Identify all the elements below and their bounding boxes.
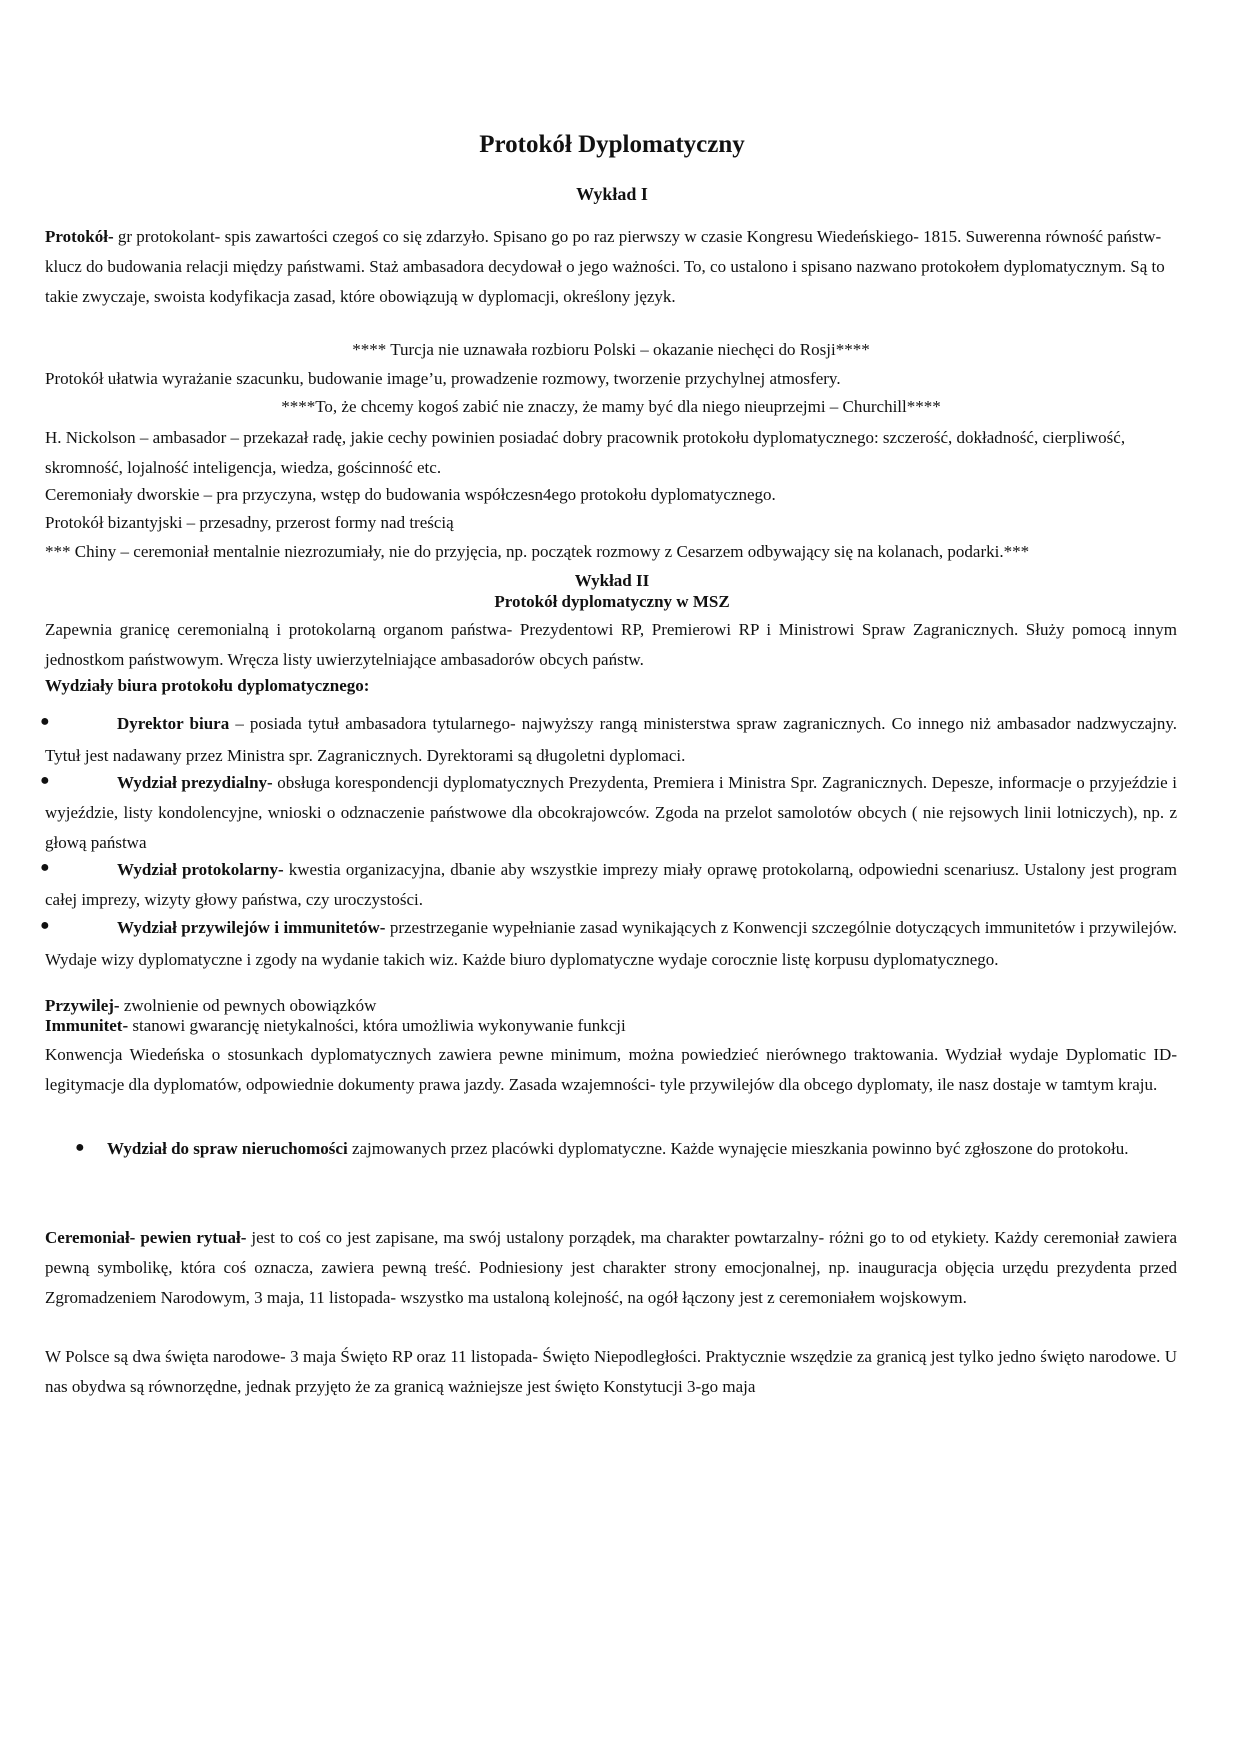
department-privileges-immunities: Wydział przywilejów i immunitetów- przestrzeganie wypełnianie zasad wynikających z Konwencji szczególnie dotyczących immunitetów i przywilejów. Wydaje wizy dyplomatyczne i zgody na wydanie takich wiz. Każde biuro dyplomatyczne wydaje corocznie listę korpusu dyplomatycznego. [45, 918, 1178, 969]
bullet-icon: ● [40, 859, 50, 876]
note-turkey: **** Turcja nie uznawała rozbioru Polski – okazanie niechęci do Rosji**** [352, 340, 870, 359]
paragraph-protocol-facilitates: Protokół ułatwia wyrażanie szacunku, budowanie image’u, prowadzenie rozmowy, tworzenie przychylnej atmosfery. [45, 369, 841, 388]
paragraph-nickolson: H. Nickolson – ambasador – przekazał radę, jakie cechy powinien posiadać dobry pracownik protokołu dyplomatycznego: szczerość, dokładność, cierpliwość, skromność, lojalność inteligencja, wiedza, gościnność etc. [45, 428, 1126, 477]
page-title: Protokół Dyplomatyczny [479, 131, 745, 158]
bullet-icon: ● [40, 772, 50, 789]
term-protocol: Protokół- [45, 227, 114, 246]
definition-privilege: Przywilej- zwolnienie od pewnych obowiązków [45, 996, 377, 1015]
bullet-icon: ● [40, 713, 50, 730]
departments-heading: Wydziały biura protokołu dyplomatycznego: [45, 676, 370, 695]
department-presidial: Wydział prezydialny- obsługa korespondencji dyplomatycznych Prezydenta, Premiera i Ministra Spr. Zagranicznych. Depesze, informacje o przyjeździe i wyjeździe, listy kondolencyjne, wnioski o odznaczenie państwowe dla obcokrajowców. Zgoda na przelot samolotów obcych ( nie rejsowych linii lotniczych), np. z głową państwa [45, 773, 1177, 852]
paragraph-byzantine-protocol: Protokół bizantyjski – przesadny, przerost formy nad treścią [45, 513, 454, 532]
paragraph-msz-intro: Zapewnia granicę ceremonialną i protokolarną organom państwa- Prezydentowi RP, Premierowi RP i Ministrowi Spraw Zagranicznych. Służy pomocą innym jednostkom państwowym. Wręcza listy uwierzytelniające ambasadorów obcych państw. [45, 620, 1177, 669]
lecture-2-heading: Wykład II [574, 571, 650, 590]
note-china: *** Chiny – ceremoniał mentalnie niezrozumiały, nie do przyjęcia, np. początek rozmowy z Cesarzem odbywający się na kolanach, podarki.*** [45, 542, 1030, 561]
paragraph-protocol-definition: Protokół- gr protokolant- spis zawartości czegoś co się zdarzyło. Spisano go po raz pierwszy w czasie Kongresu Wiedeńskiego- 1815. Suwerenna równość państw- klucz do budowania relacji między państwami. Staż ambasadora decydował o jego ważności. To, co ustalono i spisano nazwano protokołem dyplomatycznym. Są to takie zwyczaje, swoista kodyfikacja zasad, które obowiązują w dyplomacji, określony język. [45, 227, 1165, 306]
lecture-1-heading: Wykład I [576, 184, 648, 204]
note-churchill: ****To, że chcemy kogoś zabić nie znaczy, że mamy być dla niego nieuprzejmi – Churchill**** [281, 397, 941, 416]
bullet-icon: ● [75, 1139, 85, 1156]
paragraph-vienna-convention: Konwencja Wiedeńska o stosunkach dyplomatycznych zawiera pewne minimum, można powiedzieć nierównego traktowania. Wydział wydaje Dyplomatic ID- legitymacje dla dyplomatów, odpowiednie dokumenty prawa jazdy. Zasada wzajemności- tyle przywilejów dla obcego dyplomaty, ile nasz dostaje w tamtym kraju. [45, 1045, 1177, 1094]
department-director: Dyrektor biura – posiada tytuł ambasadora tytularnego- najwyższy rangą ministerstwa spraw zagranicznych. Co innego niż ambasador nadzwyczajny. Tytuł jest nadawany przez Ministra spr. Zagranicznych. Dyrektorami są długoletni dyplomaci. [45, 714, 1177, 765]
lecture-2-subheading: Protokół dyplomatyczny w MSZ [494, 592, 730, 611]
paragraph-court-ceremonies: Ceremoniały dworskie – pra przyczyna, wstęp do budowania współczesn4ego protokołu dyplomatycznego. [45, 485, 776, 504]
bullet-icon: ● [40, 917, 50, 934]
paragraph-ceremonial: Ceremoniał- pewien rytuał- jest to coś co jest zapisane, ma swój ustalony porządek, ma charakter powtarzalny- różni go to od etykiety. Każdy ceremoniał zawiera pewną symbolikę, która coś oznacza, zawiera pewną treść. Podniesiony jest charakter strony emocjonalnej, np. inauguracja objęcia urzędu prezydenta przed Zgromadzeniem Narodowym, 3 maja, 11 listopada- wszystko ma ustaloną kolejność, na ogół łączony jest z ceremoniałem wojskowym. [45, 1228, 1178, 1307]
definition-immunity: Immunitet- stanowi gwarancję nietykalności, która umożliwia wykonywanie funkcji [45, 1016, 626, 1035]
department-protocol: Wydział protokolarny- kwestia organizacyjna, dbanie aby wszystkie imprezy miały oprawę protokolarną, odpowiedni scenariusz. Ustalony jest program całej imprezy, wizyty głowy państwa, czy uroczystości. [45, 860, 1177, 909]
paragraph-national-holidays: W Polsce są dwa święta narodowe- 3 maja Święto RP oraz 11 listopada- Święto Niepodległości. Praktycznie wszędzie za granicą jest tylko jedno święto narodowe. U nas obydwa są równorzędne, jednak przyjęto że za granicą ważniejsze jest święto Konstytucji 3-go maja [45, 1347, 1177, 1396]
department-real-estate: Wydział do spraw nieruchomości zajmowanych przez placówki dyplomatyczne. Każde wynajęcie mieszkania powinno być zgłoszone do protokołu. [107, 1139, 1129, 1158]
